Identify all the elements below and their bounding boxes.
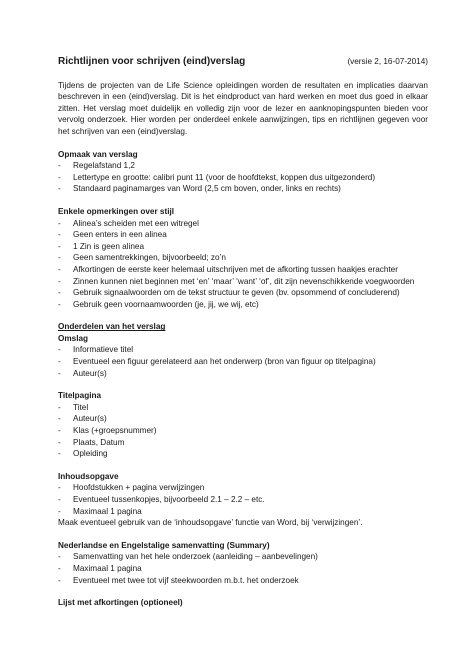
list-item: - Eventueel met twee tot vijf steekwoorden m.b.t. het onderzoek: [58, 575, 428, 587]
subsection-heading-inhoudsopgave: Inhoudsopgave: [58, 471, 119, 481]
list-omslag: [58, 344, 428, 379]
list-stijl: [58, 218, 428, 311]
list-item: - Regelafstand 1,2: [58, 160, 428, 172]
title-row: [58, 56, 428, 68]
list-samenvatting: [58, 551, 428, 586]
version-label: (versie 2, 16-07-2014): [347, 57, 428, 66]
list-titelpagina: [58, 402, 428, 460]
section-heading-onderdelen: Onderdelen van het verslag: [58, 322, 166, 332]
list-item: - Informatieve titel: [58, 344, 428, 356]
list-opmaak: [58, 160, 428, 195]
subsection-heading-omslag: Omslag: [58, 333, 89, 343]
list-item: - Eventueel een figuur gerelateerd aan het onderwerp (bron van figuur op titelpagina): [58, 356, 428, 368]
list-item: - Auteur(s): [58, 368, 428, 380]
document-body: [58, 56, 428, 609]
list-item: - Klas (+groepsnummer): [58, 425, 428, 437]
list-item: - Geen samentrekkingen, bijvoorbeeld; zo’n: [58, 252, 428, 264]
document-title: Richtlijnen voor schrijven (eind)verslag: [58, 56, 246, 67]
list-item: - Hoofdstukken + pagina verwijzingen: [58, 482, 428, 494]
intro-paragraph: Tijdens de projecten van de Life Science opleidingen worden de resultaten en implicaties daarvan beschreven in een (eind)verslag. Dit is het eindproduct van hard werken en moet dus goed in elkaar zitten. Het verslag moet duidelijk en volledig zijn voor de lezer en aanknopingspunten bieden voor vervolg onderzoek. Hier worden per onderdeel enkele aanwijzingen, tips en richtlijnen gegeven voor het schrijven van een (eind)verslag.: [58, 80, 428, 136]
list-item: - Geen enters in een alinea: [58, 229, 428, 241]
list-item: - Gebruik geen voornaamwoorden (je, jij, we wij, etc): [58, 299, 428, 311]
list-item: - Gebruik signaalwoorden om de tekst structuur te geven (bv. opsommend of concluderend): [58, 287, 428, 299]
subsection-heading-samenvatting: Nederlandse en Engelstalige samenvatting (Summary): [58, 540, 270, 550]
section-heading-opmaak: Opmaak van verslag: [58, 149, 138, 159]
list-item: - Standaard paginamarges van Word (2,5 cm boven, onder, links en rechts): [58, 183, 428, 195]
list-item: - Opleiding: [58, 448, 428, 460]
list-item: - Maximaal 1 pagina: [58, 506, 428, 518]
list-item: - Auteur(s): [58, 413, 428, 425]
list-item: - 1 Zin is geen alinea: [58, 241, 428, 253]
list-item: - Titel: [58, 402, 428, 414]
subsection-heading-afkortingen: Lijst met afkortingen (optioneel): [58, 598, 183, 608]
list-item: - Plaats, Datum: [58, 437, 428, 449]
subsection-heading-titelpagina: Titelpagina: [58, 391, 102, 401]
list-item: - Zinnen kunnen niet beginnen met ‘en’ ‘maar’ ‘want’ ‘of’, dit zijn nevenschikkende voegwoorden: [58, 276, 428, 288]
list-item: - Maximaal 1 pagina: [58, 563, 428, 575]
list-item: - Alinea’s scheiden met een witregel: [58, 218, 428, 230]
list-item: - Afkortingen de eerste keer helemaal uitschrijven met de afkorting tussen haakjes erachter: [58, 264, 428, 276]
list-item: - Lettertype en grootte: calibri punt 11 (voor de hoofdtekst, koppen dus uitgezonderd): [58, 172, 428, 184]
list-item: - Eventueel tussenkopjes, bijvoorbeeld 2.1 – 2.2 – etc.: [58, 494, 428, 506]
list-inhoudsopgave: [58, 482, 428, 517]
inhoudsopgave-note: Maak eventueel gebruik van de ‘inhoudsopgave’ functie van Word, bij ‘verwijzingen’.: [58, 518, 363, 528]
list-item: - Samenvatting van het hele onderzoek (aanleiding – aanbevelingen): [58, 551, 428, 563]
section-heading-stijl: Enkele opmerkingen over stijl: [58, 206, 175, 216]
